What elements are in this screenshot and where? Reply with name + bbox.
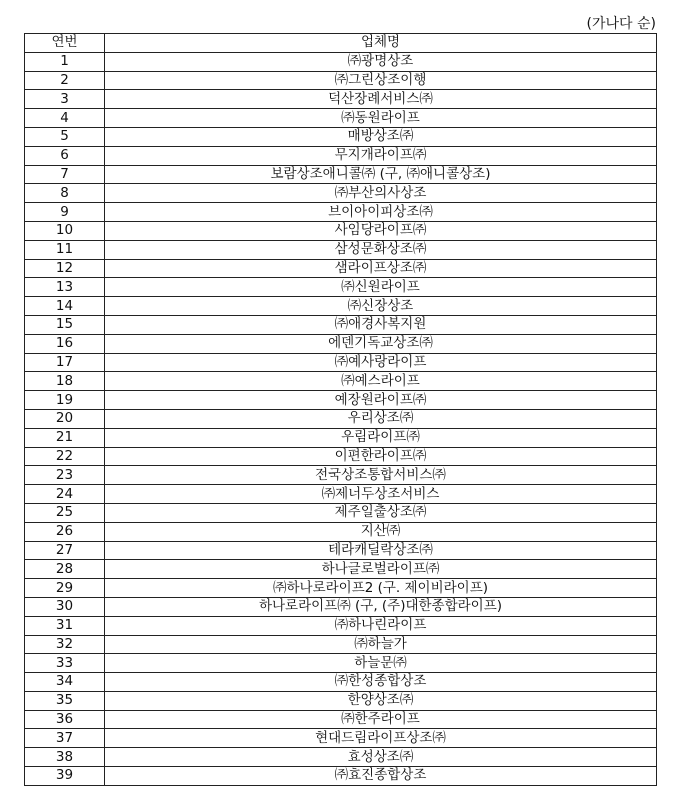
company-name-cell: 제주일출상조㈜ <box>105 503 657 522</box>
company-name-cell: ㈜신장상조 <box>105 297 657 316</box>
row-number-cell: 14 <box>25 297 105 316</box>
row-number-cell: 28 <box>25 560 105 579</box>
row-number-cell: 15 <box>25 315 105 334</box>
row-number-cell: 22 <box>25 447 105 466</box>
table-body <box>25 52 657 785</box>
row-number-cell: 9 <box>25 203 105 222</box>
row-number-cell: 11 <box>25 240 105 259</box>
company-name-cell: ㈜신원라이프 <box>105 278 657 297</box>
table-row <box>25 165 657 184</box>
row-number-cell: 1 <box>25 52 105 71</box>
table-row <box>25 372 657 391</box>
row-number-cell: 36 <box>25 710 105 729</box>
table-row <box>25 579 657 598</box>
row-number-cell: 6 <box>25 146 105 165</box>
row-number-cell: 17 <box>25 353 105 372</box>
row-number-cell: 23 <box>25 466 105 485</box>
company-name-cell: 예장원라이프㈜ <box>105 391 657 410</box>
company-name-cell: ㈜예사랑라이프 <box>105 353 657 372</box>
row-number-cell: 16 <box>25 334 105 353</box>
table-row <box>25 635 657 654</box>
row-number-cell: 25 <box>25 503 105 522</box>
company-name-cell: 하나글로벌라이프㈜ <box>105 560 657 579</box>
table-row <box>25 710 657 729</box>
company-name-cell: 매방상조㈜ <box>105 127 657 146</box>
row-number-cell: 5 <box>25 127 105 146</box>
company-name-cell: 우림라이프㈜ <box>105 428 657 447</box>
table-row <box>25 485 657 504</box>
table-row <box>25 616 657 635</box>
row-number-cell: 27 <box>25 541 105 560</box>
table-row <box>25 240 657 259</box>
table-row <box>25 447 657 466</box>
table-row <box>25 428 657 447</box>
table-row <box>25 334 657 353</box>
company-name-cell: 지산㈜ <box>105 522 657 541</box>
table-row <box>25 597 657 616</box>
table-row <box>25 259 657 278</box>
company-name-cell: 사임당라이프㈜ <box>105 221 657 240</box>
column-header-company-name: 업체명 <box>105 34 657 53</box>
row-number-cell: 12 <box>25 259 105 278</box>
table-row <box>25 391 657 410</box>
company-name-cell: 효성상조㈜ <box>105 748 657 767</box>
company-name-cell: ㈜한주라이프 <box>105 710 657 729</box>
row-number-cell: 38 <box>25 748 105 767</box>
company-name-cell: ㈜예스라이프 <box>105 372 657 391</box>
row-number-cell: 24 <box>25 485 105 504</box>
row-number-cell: 18 <box>25 372 105 391</box>
company-name-cell: ㈜한성종합상조 <box>105 673 657 692</box>
table-row <box>25 409 657 428</box>
row-number-cell: 19 <box>25 391 105 410</box>
table-row <box>25 90 657 109</box>
company-name-cell: 현대드림라이프상조㈜ <box>105 729 657 748</box>
row-number-cell: 3 <box>25 90 105 109</box>
table-row <box>25 767 657 786</box>
company-name-cell: 한양상조㈜ <box>105 691 657 710</box>
table-row <box>25 748 657 767</box>
company-name-cell: 하나로라이프㈜ (구, (주)대한종합라이프) <box>105 597 657 616</box>
company-name-cell: 테라캐딜락상조㈜ <box>105 541 657 560</box>
row-number-cell: 35 <box>25 691 105 710</box>
company-table <box>24 33 657 786</box>
table-row <box>25 353 657 372</box>
company-name-cell: ㈜하나린라이프 <box>105 616 657 635</box>
company-name-cell: ㈜광명상조 <box>105 52 657 71</box>
table-row <box>25 541 657 560</box>
row-number-cell: 13 <box>25 278 105 297</box>
row-number-cell: 31 <box>25 616 105 635</box>
table-row <box>25 673 657 692</box>
table-row <box>25 71 657 90</box>
table-row <box>25 522 657 541</box>
company-name-cell: 덕산장례서비스㈜ <box>105 90 657 109</box>
table-row <box>25 297 657 316</box>
column-header-number: 연번 <box>25 34 105 53</box>
table-row <box>25 560 657 579</box>
table-row <box>25 654 657 673</box>
sort-order-note: (가나다 순) <box>586 16 656 32</box>
company-name-cell: ㈜하늘가 <box>105 635 657 654</box>
company-name-cell: 무지개라이프㈜ <box>105 146 657 165</box>
table-row <box>25 503 657 522</box>
company-name-cell: 샘라이프상조㈜ <box>105 259 657 278</box>
table-row <box>25 109 657 128</box>
row-number-cell: 33 <box>25 654 105 673</box>
row-number-cell: 20 <box>25 409 105 428</box>
row-number-cell: 26 <box>25 522 105 541</box>
row-number-cell: 4 <box>25 109 105 128</box>
table-row <box>25 52 657 71</box>
table-row <box>25 221 657 240</box>
row-number-cell: 37 <box>25 729 105 748</box>
table-row <box>25 146 657 165</box>
row-number-cell: 2 <box>25 71 105 90</box>
company-name-cell: 브이아이피상조㈜ <box>105 203 657 222</box>
company-name-cell: ㈜부산의사상조 <box>105 184 657 203</box>
company-name-cell: ㈜효진종합상조 <box>105 767 657 786</box>
table-row <box>25 278 657 297</box>
table-header-row <box>25 34 657 53</box>
row-number-cell: 21 <box>25 428 105 447</box>
row-number-cell: 30 <box>25 597 105 616</box>
table-row <box>25 466 657 485</box>
company-name-cell: 에덴기독교상조㈜ <box>105 334 657 353</box>
company-name-cell: 보람상조애니콜㈜ (구, ㈜애니콜상조) <box>105 165 657 184</box>
row-number-cell: 32 <box>25 635 105 654</box>
table-row <box>25 315 657 334</box>
company-name-cell: 삼성문화상조㈜ <box>105 240 657 259</box>
company-name-cell: ㈜동원라이프 <box>105 109 657 128</box>
company-name-cell: 하늘문㈜ <box>105 654 657 673</box>
cut-off-heading <box>30 0 35 8</box>
company-name-cell: ㈜애경사복지원 <box>105 315 657 334</box>
company-name-cell: 우리상조㈜ <box>105 409 657 428</box>
table-row <box>25 691 657 710</box>
company-name-cell: ㈜그린상조이행 <box>105 71 657 90</box>
row-number-cell: 29 <box>25 579 105 598</box>
row-number-cell: 8 <box>25 184 105 203</box>
company-name-cell: ㈜제너두상조서비스 <box>105 485 657 504</box>
table-row <box>25 203 657 222</box>
row-number-cell: 10 <box>25 221 105 240</box>
company-name-cell: 전국상조통합서비스㈜ <box>105 466 657 485</box>
company-name-cell: 이편한라이프㈜ <box>105 447 657 466</box>
row-number-cell: 7 <box>25 165 105 184</box>
company-name-cell: ㈜하나로라이프2 (구. 제이비라이프) <box>105 579 657 598</box>
table-row <box>25 184 657 203</box>
row-number-cell: 39 <box>25 767 105 786</box>
table-row <box>25 127 657 146</box>
row-number-cell: 34 <box>25 673 105 692</box>
table-row <box>25 729 657 748</box>
